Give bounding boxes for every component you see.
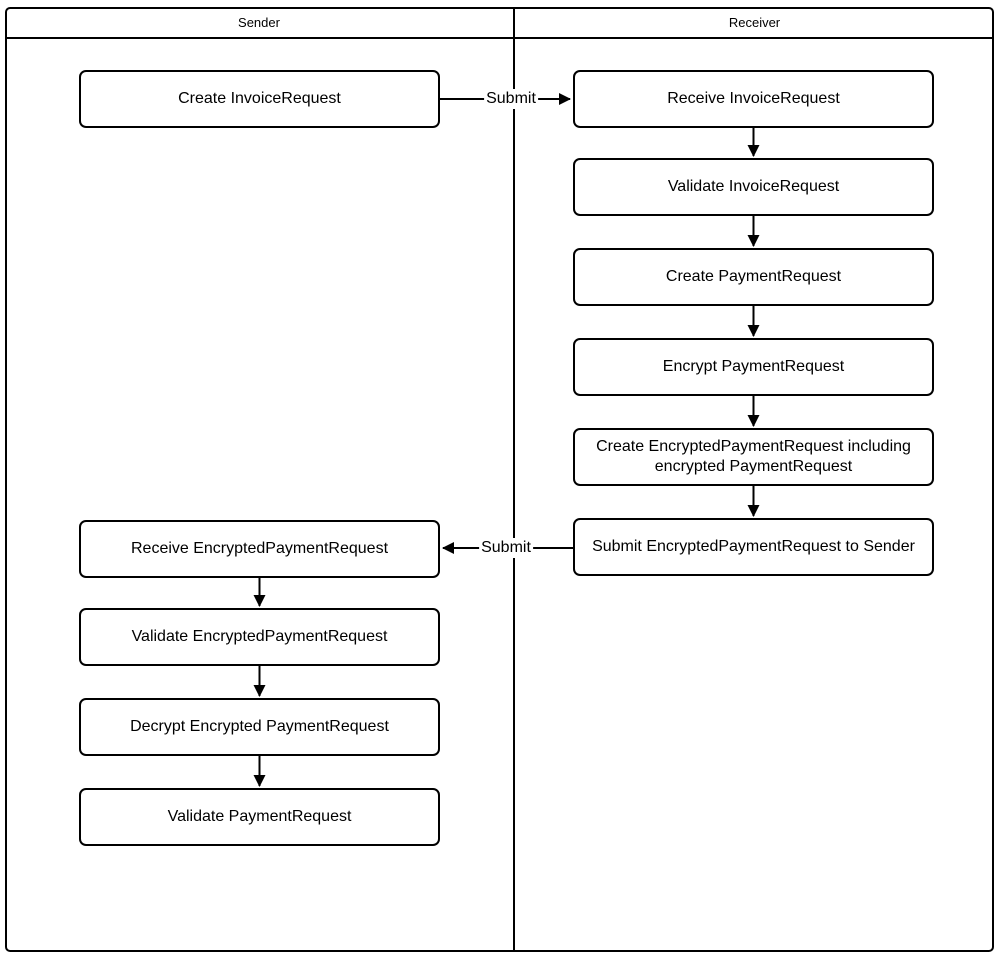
node-decrypt-encrypted-paymentrequest bbox=[79, 698, 440, 756]
node-label: Validate PaymentRequest bbox=[167, 808, 352, 825]
node-receive-encryptedpaymentrequest bbox=[79, 520, 440, 578]
lane-header-divider bbox=[5, 37, 994, 39]
edge-label-submit-invoicerequest: Submit bbox=[486, 90, 536, 107]
node-label: Create PaymentRequest bbox=[665, 268, 842, 285]
node-label: Validate InvoiceRequest bbox=[667, 178, 840, 195]
node-label: Receive EncryptedPaymentRequest bbox=[130, 540, 389, 557]
lane-divider bbox=[513, 7, 515, 952]
node-receive-invoicerequest bbox=[573, 70, 934, 128]
edge-label-submit-encryptedpaymentrequest: Submit bbox=[481, 539, 531, 556]
node-label: Submit EncryptedPaymentRequest to Sender bbox=[592, 538, 915, 555]
node-submit-encryptedpaymentrequest bbox=[573, 518, 934, 576]
node-create-paymentrequest bbox=[573, 248, 934, 306]
node-label: Create EncryptedPaymentRequest including encrypted PaymentRequest bbox=[596, 438, 911, 475]
lane-label-sender: Sender bbox=[238, 15, 280, 30]
node-validate-encryptedpaymentrequest bbox=[79, 608, 440, 666]
node-create-encryptedpaymentrequest bbox=[573, 428, 934, 486]
node-label: Receive InvoiceRequest bbox=[667, 90, 840, 107]
node-label: Create InvoiceRequest bbox=[178, 90, 341, 107]
node-validate-paymentrequest bbox=[79, 788, 440, 846]
lane-label-receiver: Receiver bbox=[728, 15, 781, 30]
node-label: Encrypt PaymentRequest bbox=[662, 358, 845, 375]
node-create-invoicerequest bbox=[79, 70, 440, 128]
node-label: Decrypt Encrypted PaymentRequest bbox=[130, 718, 389, 735]
node-label: Validate EncryptedPaymentRequest bbox=[131, 628, 388, 645]
node-encrypt-paymentrequest bbox=[573, 338, 934, 396]
node-validate-invoicerequest bbox=[573, 158, 934, 216]
